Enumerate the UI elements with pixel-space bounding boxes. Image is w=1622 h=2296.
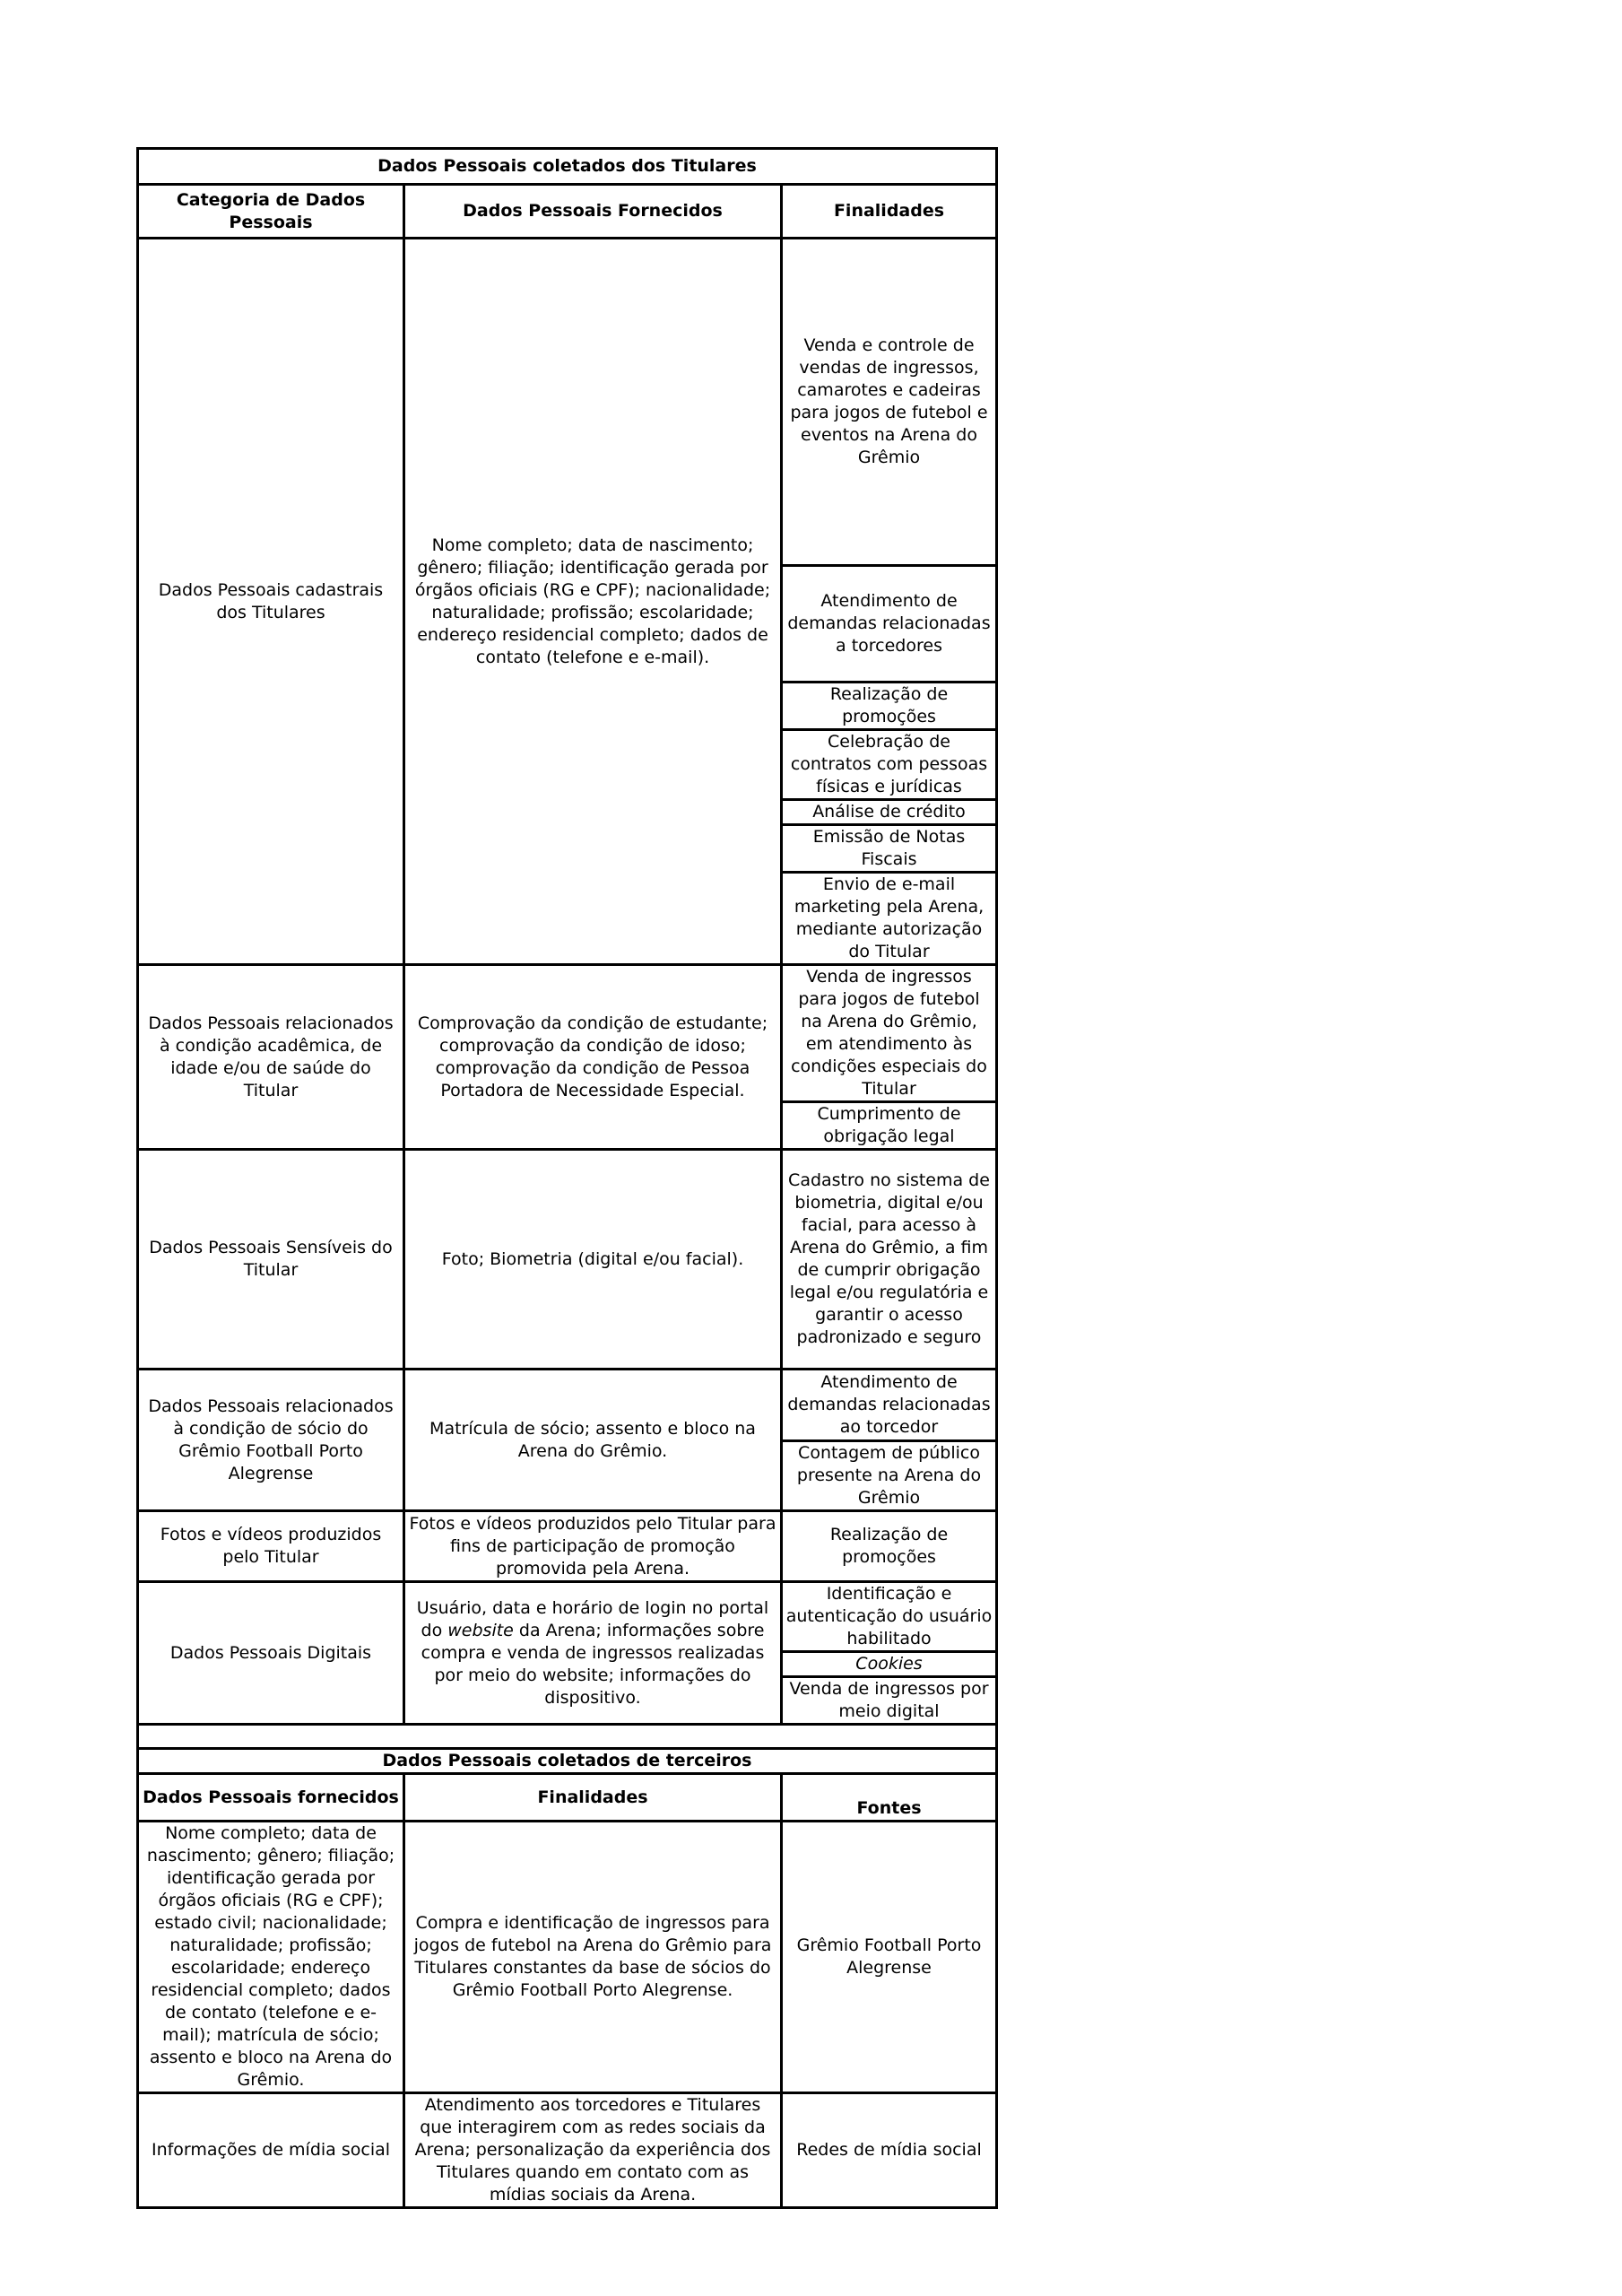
dados-cell: Matrícula de sócio; assento e bloco na Arena do Grêmio. xyxy=(404,1370,782,1511)
header-dados-fornecidos-terceiros: Dados Pessoais fornecidos xyxy=(138,1774,404,1822)
dados-cell: Foto; Biometria (digital e/ou facial). xyxy=(404,1150,782,1370)
dados-cell: Comprovação da condição de estudante; comprovação da condição de idoso; comprovação da condição de Pessoa Portadora de Necessidade Especial. xyxy=(404,965,782,1150)
finalidade-cell: Atendimento de demandas relacionadas ao torcedor xyxy=(782,1370,997,1441)
personal-data-table xyxy=(136,147,998,2209)
spacer-row xyxy=(138,1725,997,1749)
header-finalidades: Finalidades xyxy=(782,185,997,239)
finalidade-cell: Venda de ingressos para jogos de futebol na Arena do Grêmio, em atendimento às condições especiais do Titular xyxy=(782,965,997,1102)
header-dados-fornecidos: Dados Pessoais Fornecidos xyxy=(404,185,782,239)
finalidade-cell: Venda de ingressos por meio digital xyxy=(782,1677,997,1725)
finalidade-cell: Venda e controle de vendas de ingressos, camarotes e cadeiras para jogos de futebol e eventos na Arena do Grêmio xyxy=(782,239,997,566)
finalidade-cell: Celebração de contratos com pessoas físicas e jurídicas xyxy=(782,730,997,800)
dados-text-before: Usuário, data e horário de login no portal do xyxy=(416,1597,769,1640)
finalidade-cell: Contagem de público presente na Arena do Grêmio xyxy=(782,1441,997,1511)
finalidade-cell: Envio de e-mail marketing pela Arena, mediante autorização do Titular xyxy=(782,873,997,965)
header-categoria: Categoria de Dados Pessoais xyxy=(138,185,404,239)
fonte-cell: Grêmio Football Porto Alegrense xyxy=(782,1822,997,2093)
table2-title: Dados Pessoais coletados de terceiros xyxy=(138,1749,997,1774)
finalidade-cell: Análise de crédito xyxy=(782,800,997,825)
dados-cell: Fotos e vídeos produzidos pelo Titular para fins de participação de promoção promovida pela Arena. xyxy=(404,1511,782,1582)
header-fontes: Fontes xyxy=(782,1774,997,1822)
finalidade-cell: Atendimento aos torcedores e Titulares que interagirem com as redes sociais da Arena; personalização da experiência dos Titulares quando em contato com as mídias sociais da Arena. xyxy=(404,2093,782,2208)
dados-text-italic: website xyxy=(447,1620,514,1640)
finalidade-cell: Emissão de Notas Fiscais xyxy=(782,825,997,873)
dados-cell xyxy=(404,1582,782,1725)
categoria-cell: Dados Pessoais relacionados à condição de sócio do Grêmio Football Porto Alegrense xyxy=(138,1370,404,1511)
finalidade-cell-cookies xyxy=(782,1652,997,1677)
finalidade-cell: Cumprimento de obrigação legal xyxy=(782,1102,997,1150)
dados-cell: Informações de mídia social xyxy=(138,2093,404,2208)
cookies-text: Cookies xyxy=(855,1654,923,1674)
categoria-cell: Fotos e vídeos produzidos pelo Titular xyxy=(138,1511,404,1582)
finalidade-cell: Atendimento de demandas relacionadas a torcedores xyxy=(782,566,997,683)
finalidade-cell: Realização de promoções xyxy=(782,1511,997,1582)
categoria-cell: Dados Pessoais Sensíveis do Titular xyxy=(138,1150,404,1370)
finalidade-cell: Compra e identificação de ingressos para jogos de futebol na Arena do Grêmio para Titulares constantes da base de sócios do Grêmio Football Porto Alegrense. xyxy=(404,1822,782,2093)
header-finalidades-terceiros: Finalidades xyxy=(404,1774,782,1822)
dados-text-after: da Arena; informações sobre compra e venda de ingressos realizadas por meio do website; informações do dispositivo. xyxy=(421,1620,765,1708)
fonte-cell: Redes de mídia social xyxy=(782,2093,997,2208)
categoria-cell: Dados Pessoais cadastrais dos Titulares xyxy=(138,239,404,965)
finalidade-cell: Identificação e autenticação do usuário habilitado xyxy=(782,1582,997,1652)
finalidade-cell: Cadastro no sistema de biometria, digital e/ou facial, para acesso à Arena do Grêmio, a fim de cumprir obrigação legal e/ou regulatória e garantir o acesso padronizado e seguro xyxy=(782,1150,997,1370)
table1-title: Dados Pessoais coletados dos Titulares xyxy=(138,149,997,185)
finalidade-cell: Realização de promoções xyxy=(782,683,997,730)
dados-cell: Nome completo; data de nascimento; gênero; filiação; identificação gerada por órgãos oficiais (RG e CPF); nacionalidade; naturalidade; profissão; escolaridade; endereço residencial completo; dados de contato (telefone e e-mail). xyxy=(404,239,782,965)
dados-cell: Nome completo; data de nascimento; gênero; filiação; identificação gerada por órgãos oficiais (RG e CPF); estado civil; nacionalidade; naturalidade; profissão; escolaridade; endereço residencial completo; dados de contato (telefone e e-mail); matrícula de sócio; assento e bloco na Arena do Grêmio. xyxy=(138,1822,404,2093)
categoria-cell: Dados Pessoais Digitais xyxy=(138,1582,404,1725)
categoria-cell: Dados Pessoais relacionados à condição acadêmica, de idade e/ou de saúde do Titular xyxy=(138,965,404,1150)
